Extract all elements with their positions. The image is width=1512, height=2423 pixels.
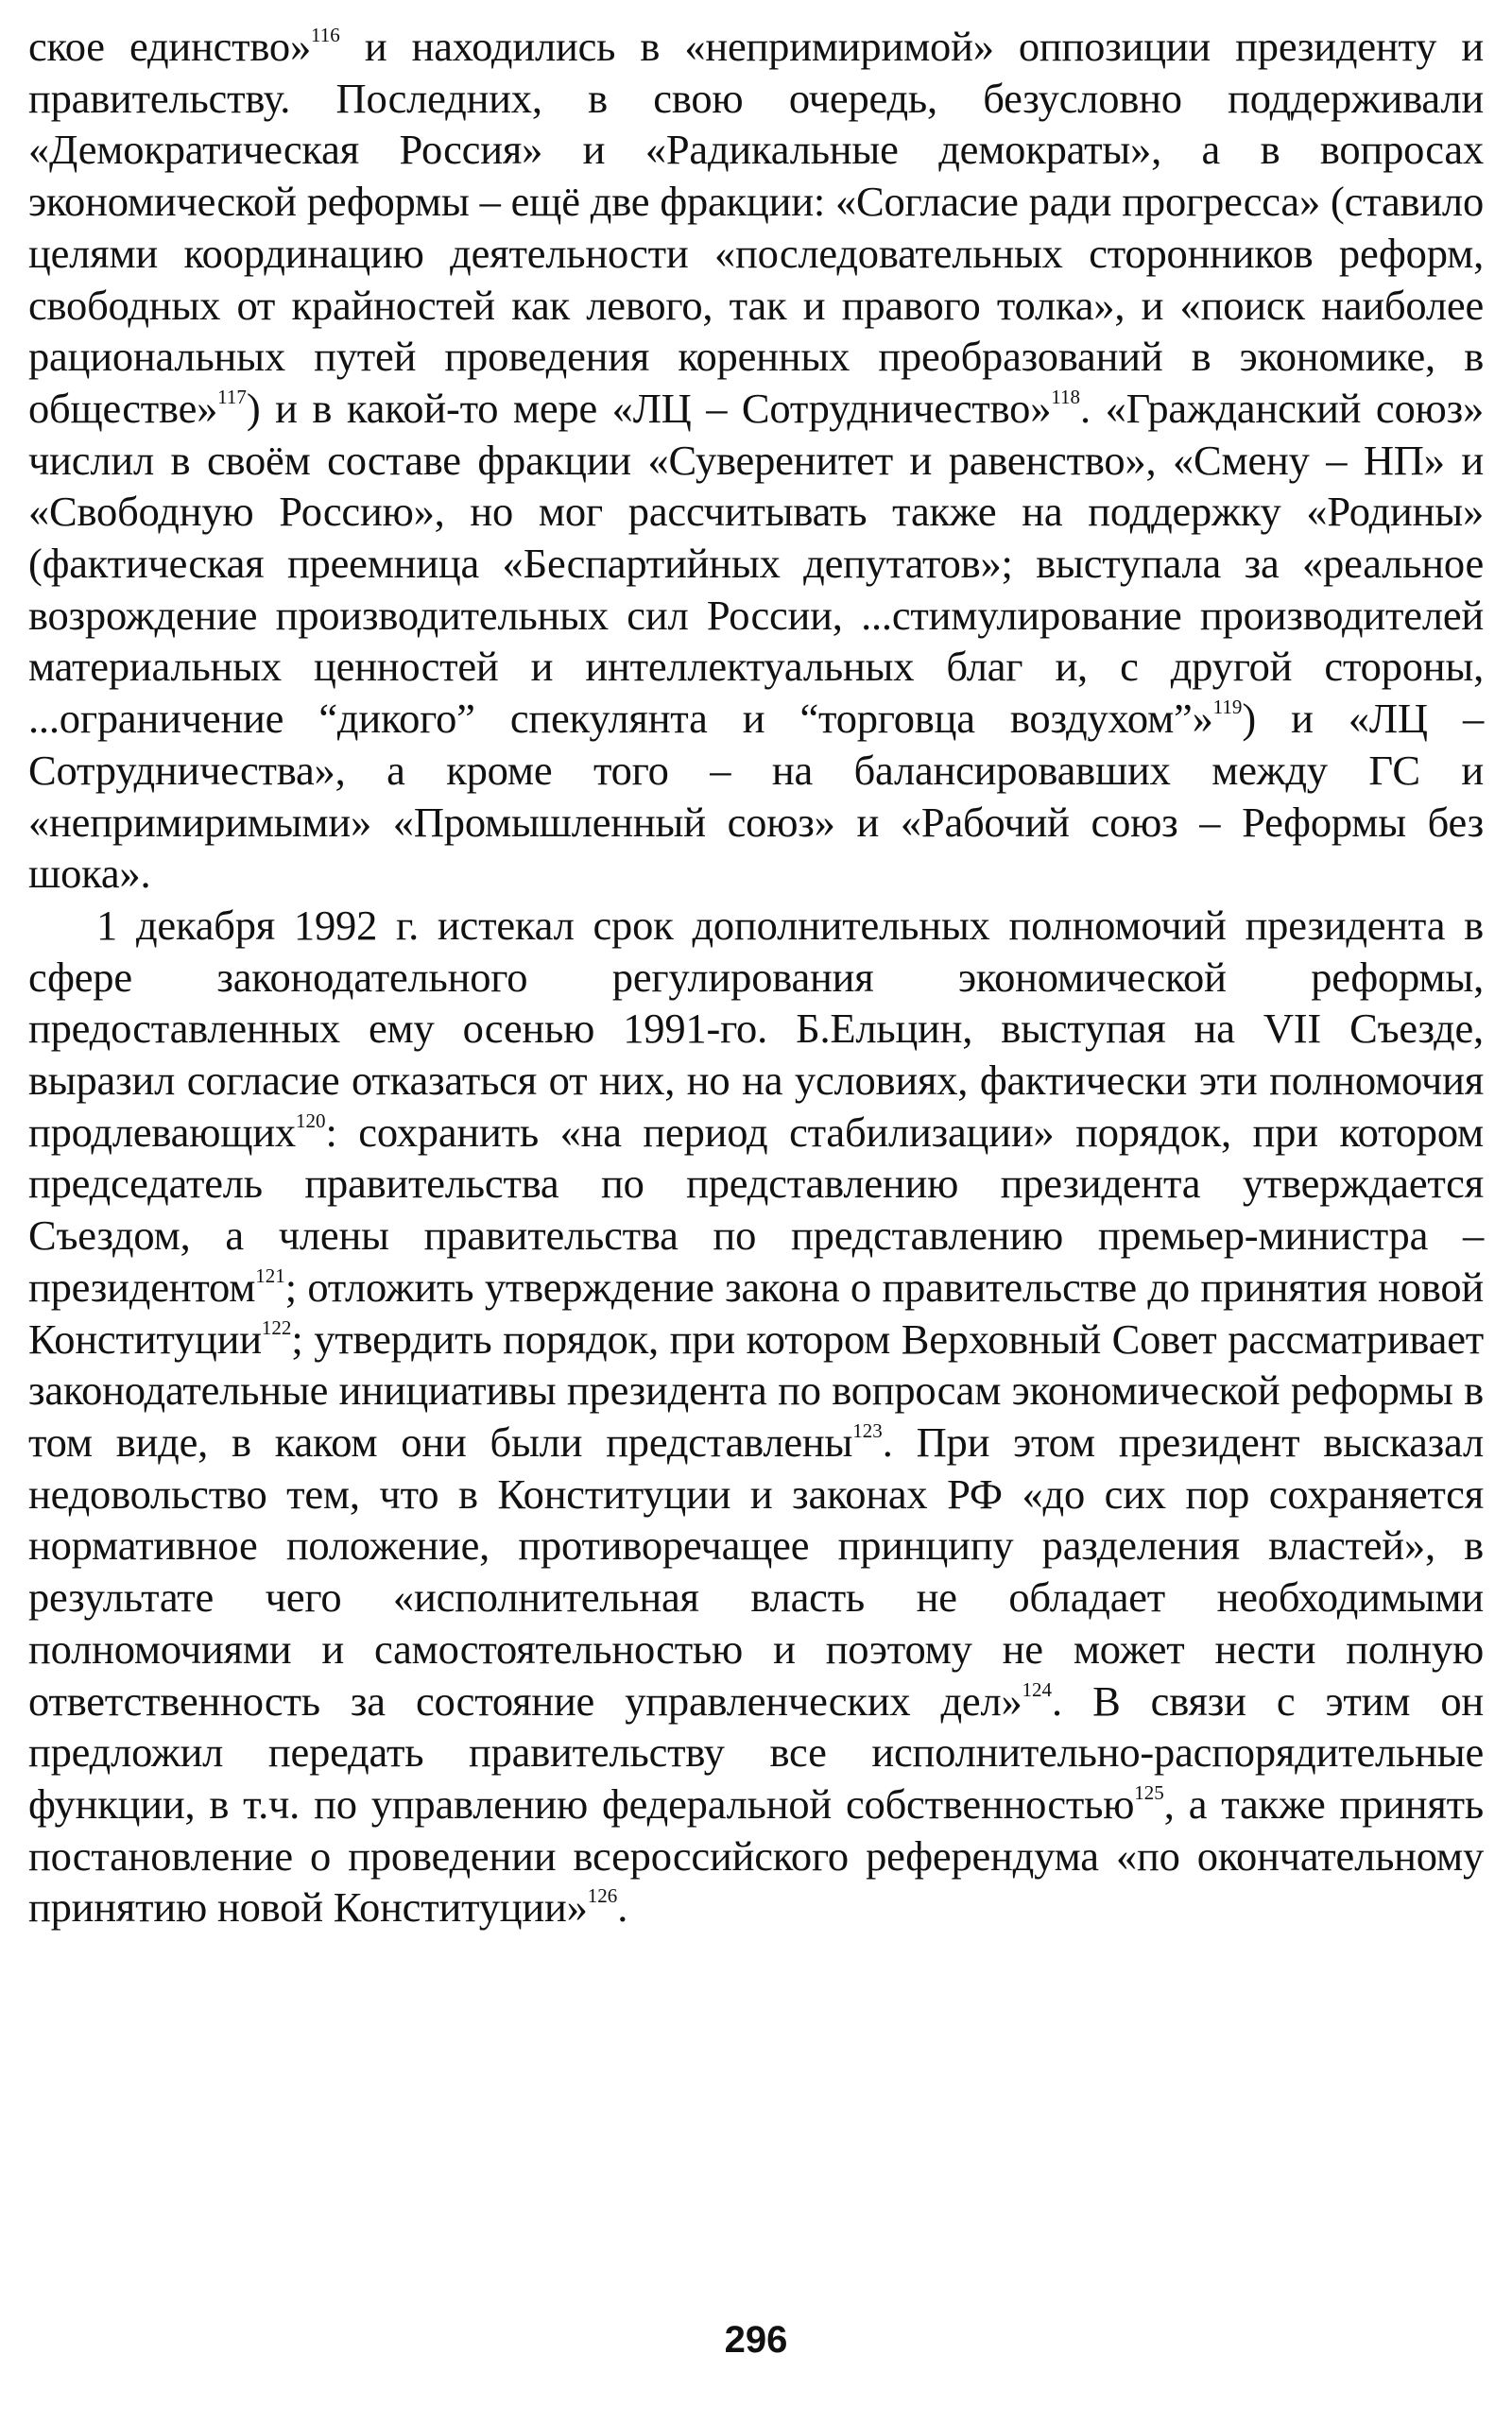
text-run: . — [617, 1883, 628, 1932]
text-run: и находились в «непримиримой» оппозиции президенту и правительству. Последних, в свою очередь, безусловно поддерживали «Демократическая Россия» и «Радикальные демократы», а в вопросах экономической реформы – ещё две фракции: «Согласие ради прогресса» (ставило целями координацию деятельности «последовательных сторонников реформ, свободных от крайностей как левого, так и правого толка», и «поиск наиболее рациональных путей проведения коренных преобразований в экономике, в обществе» — [28, 23, 1484, 432]
text-run: . При этом президент высказал недовольство тем, что в Конституции и законах РФ «до сих пор сохраняется нормативное положение, противоречащее принципу разделения властей», в результате чего «исполнительная власть не обладает необходимыми полномочиями и самостоятельностью и поэтому не может нести полную ответственность за состояние управленческих дел» — [28, 1418, 1484, 1725]
footnote-ref-126[interactable]: 126 — [587, 1884, 618, 1908]
text-run: ; утвердить порядок, при котором Верховный Совет рассматривает законодательные инициативы президента по вопросам экономической реформы в том виде, в каком они были представлены — [28, 1315, 1484, 1466]
footnote-ref-123[interactable]: 123 — [852, 1418, 883, 1442]
footnote-ref-116[interactable]: 116 — [311, 24, 340, 46]
footnote-ref-122[interactable]: 122 — [261, 1315, 292, 1339]
paragraph-1 — [28, 21, 1484, 900]
text-run: . В связи с этим он предложил передать правительству все исполнительно-распорядительные функции, в т.ч. по управлению федеральной собственностью — [28, 1676, 1484, 1828]
text-run: 1 декабря 1992 г. истекал срок дополнительных полномочий президента в сфере законодательного регулирования экономической реформы, предоставленных ему осенью 1991-го. Б.Ельцин, выступая на VII Съезде, выразил согласие отказаться от них, но на условиях, фактически эти полномочия продлевающих — [28, 901, 1484, 1156]
footnote-ref-121[interactable]: 121 — [255, 1263, 285, 1287]
footnote-ref-119[interactable]: 119 — [1212, 696, 1243, 719]
text-run: : сохранить «на период стабилизации» порядок, при котором председатель правительства по представлению президента утверждается Съездом, а члены правительства по представлению премьер-министра – президентом — [28, 1108, 1484, 1311]
footnote-ref-120[interactable]: 120 — [295, 1108, 326, 1132]
footnote-ref-117[interactable]: 117 — [217, 385, 247, 408]
footnote-ref-118[interactable]: 118 — [1051, 385, 1081, 408]
text-run: ) и «ЛЦ – Сотрудничества», а кроме того – на балансировавших между ГС и «непримиримыми» «Промышленный союз» и «Рабочий союз – Реформы без шока». — [28, 695, 1484, 898]
page-body — [28, 21, 1484, 1933]
text-run: . «Гражданский союз» числил в своём составе фракции «Суверенитет и равенство», «Смену – НП» и «Свободную Россию», но мог рассчитывать также на поддержку «Родины» (фактическая преемница «Беспартийных депутатов»; выступала за «реальное возрождение производительных сил России, ...стимулирование производителей материальных ценностей и интеллектуальных благ и, с другой стороны, ...ограничение “дикого” спекулянта и “торговца воздухом”» — [28, 384, 1484, 743]
footnote-ref-124[interactable]: 124 — [1022, 1677, 1053, 1701]
text-run: ) и в какой-то мере «ЛЦ – Сотрудничество» — [246, 384, 1052, 432]
page-number: 296 — [724, 2319, 788, 2361]
text-run: ское единство» — [28, 23, 312, 70]
footnote-ref-125[interactable]: 125 — [1134, 1780, 1164, 1804]
text-run: ; отложить утверждение закона о правительстве до принятия новой Конституции — [28, 1263, 1484, 1363]
text-run: , а также принять постановление о проведении всероссийского референдума «по окончательному принятию новой Конституции» — [28, 1779, 1485, 1932]
paragraph-2 — [28, 900, 1484, 1933]
